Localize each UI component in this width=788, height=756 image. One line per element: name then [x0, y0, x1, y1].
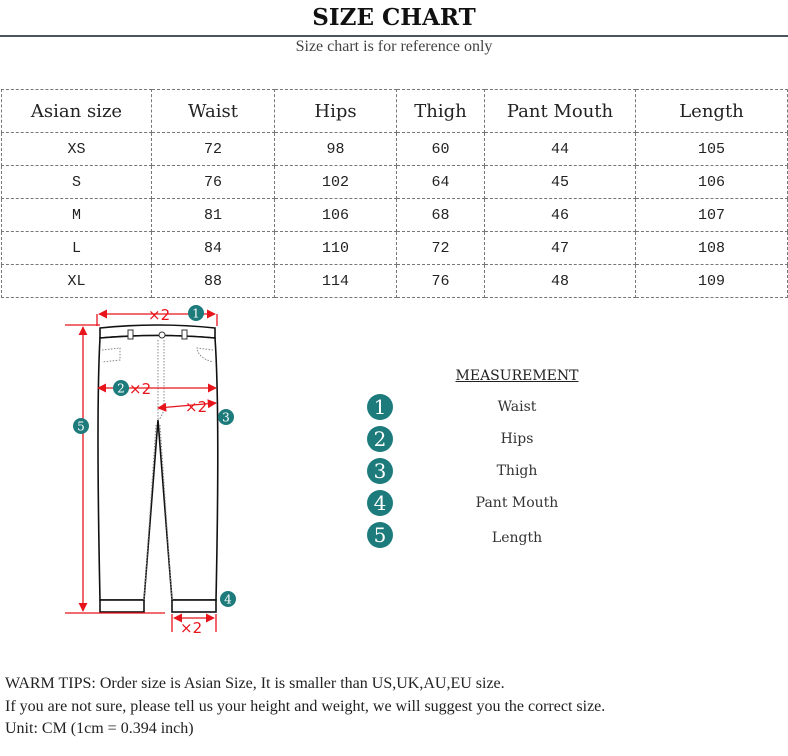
legend-label: Waist [497, 399, 537, 415]
tips-line: If you are not sure, please tell us your height and weight, we will suggest you the correct size. [5, 697, 606, 715]
number-badge-icon: 1 [367, 394, 393, 420]
table-cell: 84 [152, 232, 275, 265]
column-header: Hips [275, 90, 397, 133]
table-cell: 48 [485, 265, 636, 298]
table-cell: 76 [152, 166, 275, 199]
table-cell: 47 [485, 232, 636, 265]
table-cell: 64 [397, 166, 485, 199]
column-header: Thigh [397, 90, 485, 133]
legend-item-pant-mouth [360, 490, 620, 520]
table-cell: 44 [485, 133, 636, 166]
column-header: Waist [152, 90, 275, 133]
table-cell: 106 [636, 166, 788, 199]
subtitle: Size chart is for reference only [295, 38, 493, 55]
table-cell: 102 [275, 166, 397, 199]
table-row [2, 199, 788, 232]
legend-item-hips [360, 426, 620, 456]
table-cell: 72 [152, 133, 275, 166]
column-header: Pant Mouth [485, 90, 636, 133]
table-cell: 105 [636, 133, 788, 166]
warm-tips [5, 673, 605, 741]
legend-title: MEASUREMENT [455, 368, 579, 384]
svg-text:5: 5 [77, 419, 85, 434]
pant-mouth-multiplier: ×2 [180, 619, 203, 637]
hips-multiplier: ×2 [129, 380, 152, 398]
svg-text:3: 3 [222, 410, 230, 425]
legend-item-thigh [360, 458, 620, 488]
table-cell: 114 [275, 265, 397, 298]
page-title: SIZE CHART [312, 4, 476, 31]
table-cell: M [2, 199, 152, 232]
legend-label: Hips [500, 431, 534, 447]
table-header-row [2, 90, 788, 133]
svg-text:4: 4 [224, 592, 232, 607]
number-badge-icon: 4 [367, 490, 393, 516]
table-row [2, 133, 788, 166]
table-cell: 108 [636, 232, 788, 265]
number-badge-icon: 2 [367, 426, 393, 452]
table-cell: XL [2, 265, 152, 298]
table-cell: 81 [152, 199, 275, 232]
table-row [2, 265, 788, 298]
number-badge-icon: 3 [367, 458, 393, 484]
svg-text:2: 2 [117, 381, 125, 396]
unit-note: Unit: CM (1cm = 0.394 inch) [5, 720, 194, 737]
table-cell: 76 [397, 265, 485, 298]
table-cell: 110 [275, 232, 397, 265]
size-table [1, 89, 788, 298]
thigh-multiplier: ×2 [185, 398, 208, 416]
table-cell: 88 [152, 265, 275, 298]
waist-multiplier: ×2 [148, 306, 171, 324]
pants-diagram [60, 300, 260, 640]
table-row [2, 232, 788, 265]
table-cell: 45 [485, 166, 636, 199]
title-divider [0, 35, 788, 37]
table-cell: S [2, 166, 152, 199]
pants-illustration-icon [60, 300, 260, 640]
table-cell: 106 [275, 199, 397, 232]
legend-label: Thigh [496, 463, 538, 479]
number-badge-icon: 5 [367, 522, 393, 548]
table-cell: 68 [397, 199, 485, 232]
table-cell: L [2, 232, 152, 265]
table-cell: XS [2, 133, 152, 166]
column-header: Asian size [2, 90, 152, 133]
table-cell: 46 [485, 199, 636, 232]
table-cell: 60 [397, 133, 485, 166]
column-header: Length [636, 90, 788, 133]
legend-item-length [360, 522, 620, 552]
table-row [2, 166, 788, 199]
tips-line: WARM TIPS: Order size is Asian Size, It is smaller than US,UK,AU,EU size. [5, 675, 505, 692]
table-cell: 109 [636, 265, 788, 298]
table-cell: 72 [397, 232, 485, 265]
legend-item-waist [360, 394, 620, 424]
table-cell: 107 [636, 199, 788, 232]
legend-label: Pant Mouth [475, 495, 559, 511]
table-cell: 98 [275, 133, 397, 166]
svg-text:1: 1 [192, 306, 200, 321]
legend-label: Length [491, 530, 543, 546]
